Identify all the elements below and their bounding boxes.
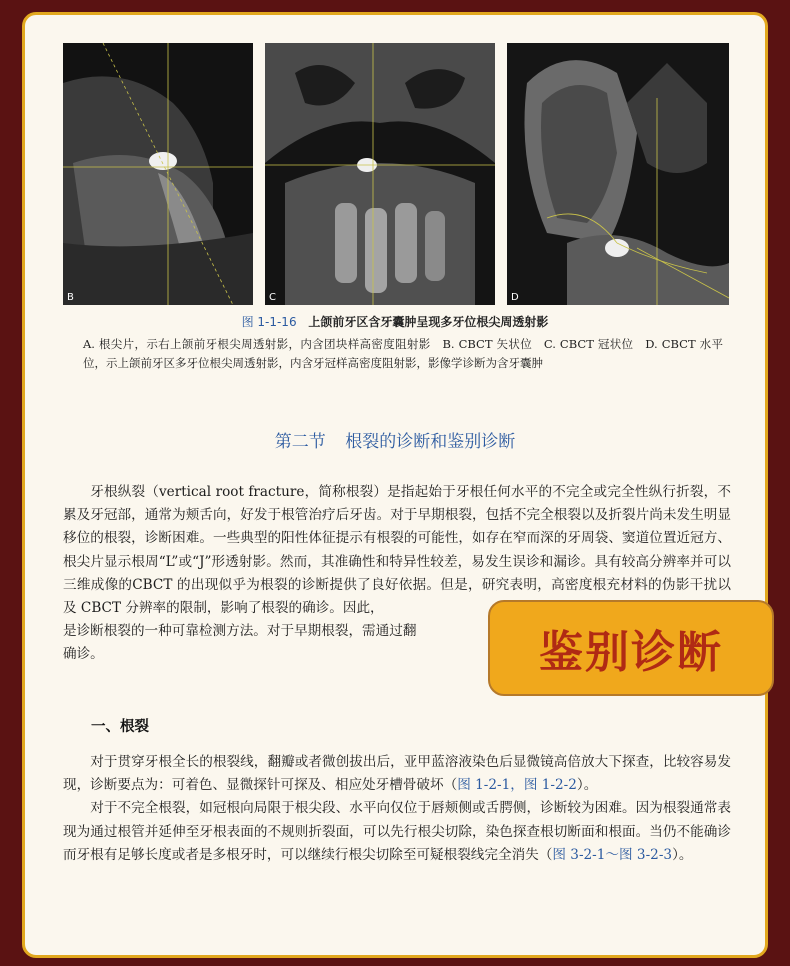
figure-caption <box>25 313 765 330</box>
xray-panel-b <box>63 43 253 305</box>
paragraph-text-line: 确诊。 <box>63 646 104 663</box>
paragraph-text: ）。 <box>672 846 693 863</box>
figure-reference-link[interactable]: 图 1-2-1，图 1-2-2 <box>457 777 577 794</box>
paragraph-text: 对于贯穿牙根全长的根裂线，翻瓣或者微创拔出后，亚甲蓝溶液染色后显微镜高倍放大下探查，比较容易发现，诊断要点为：可着色、显微探针可探及、相应处牙槽骨破坏（ <box>63 754 731 794</box>
section-number: 第二节 <box>274 432 326 452</box>
cbct-sagittal-image <box>63 43 253 305</box>
paragraph-text: 牙根纵裂（vertical root fracture，简称根裂）是指起始于牙根任何水平的不完全或完全性纵行折裂，不累及牙冠部，通常为颊舌向，好发于根管治疗后牙齿。对于早期根裂，包括不完全根裂以及折裂片尚未发生明显移位的根裂，诊断困难。一些典型的阳性体征提示有根裂的可能性，如存在窄而深的牙周袋、窦道位置近冠方、根尖片显示根周“L”或“J”形透射影。然而，其准确性和特异性较差，易发生误诊和漏诊。具有较高分辨率并可以三维成像的CBCT 的出现似乎为根裂的诊断提供了良好依据。但是，研究表明，高密度根充材料的伪影干扰以及 CBCT 分辨率的限制，影响了根裂的确诊。因此， <box>63 484 731 617</box>
figure-reference-link[interactable]: 图 3-2-1～图 3-2-3 <box>552 846 673 863</box>
figure-title: 上颌前牙区含牙囊肿呈现多牙位根尖周透射影 <box>308 315 549 329</box>
paragraph <box>63 797 731 867</box>
paragraph <box>63 751 731 797</box>
paragraph-text: 对于不完全根裂，如冠根向局限于根尖段、水平向仅位于唇颊侧或舌腭侧，诊断较为困难。因为根裂通常表现为通过根管并延伸至牙根表面的不规则折裂面，可以先行根尖切除，染色探查根切断面和根面。当仍不能确诊而牙根有足够长度或者是多根牙时，可以继续行根尖切除至可疑根裂线完全消失（ <box>63 800 731 863</box>
paragraph-text: ）。 <box>576 777 598 794</box>
xray-panel-d <box>507 43 729 305</box>
section-title: 根裂的诊断和鉴别诊断 <box>345 432 516 452</box>
paragraph-text-line: 是诊断根裂的一种可靠检测方法。对于早期根裂，需通过翻 <box>63 623 417 640</box>
subsection-heading: 一、根裂 <box>91 719 149 735</box>
xray-panel-c <box>265 43 495 305</box>
panel-letter: B <box>67 292 74 303</box>
figure-number: 图 1-1-16 <box>241 315 297 329</box>
root-fracture-paragraphs <box>63 751 731 867</box>
section-heading <box>25 427 765 452</box>
book-page <box>22 12 768 958</box>
highlight-stamp: 鉴别诊断 <box>488 600 774 696</box>
panel-letter: D <box>511 292 519 303</box>
panel-letter: C <box>269 292 276 303</box>
cbct-axial-image <box>507 43 729 305</box>
figure-legend: A. 根尖片，示右上颌前牙根尖周透射影，内含团块样高密度阻射影 B. CBCT 矢状位 C. CBCT 冠状位 D. CBCT 水平位，示上颌前牙区多牙位根尖周透射影，内含牙冠样高密度阻射影，影像学诊断为含牙囊肿 <box>83 337 723 370</box>
cbct-coronal-image <box>265 43 495 305</box>
